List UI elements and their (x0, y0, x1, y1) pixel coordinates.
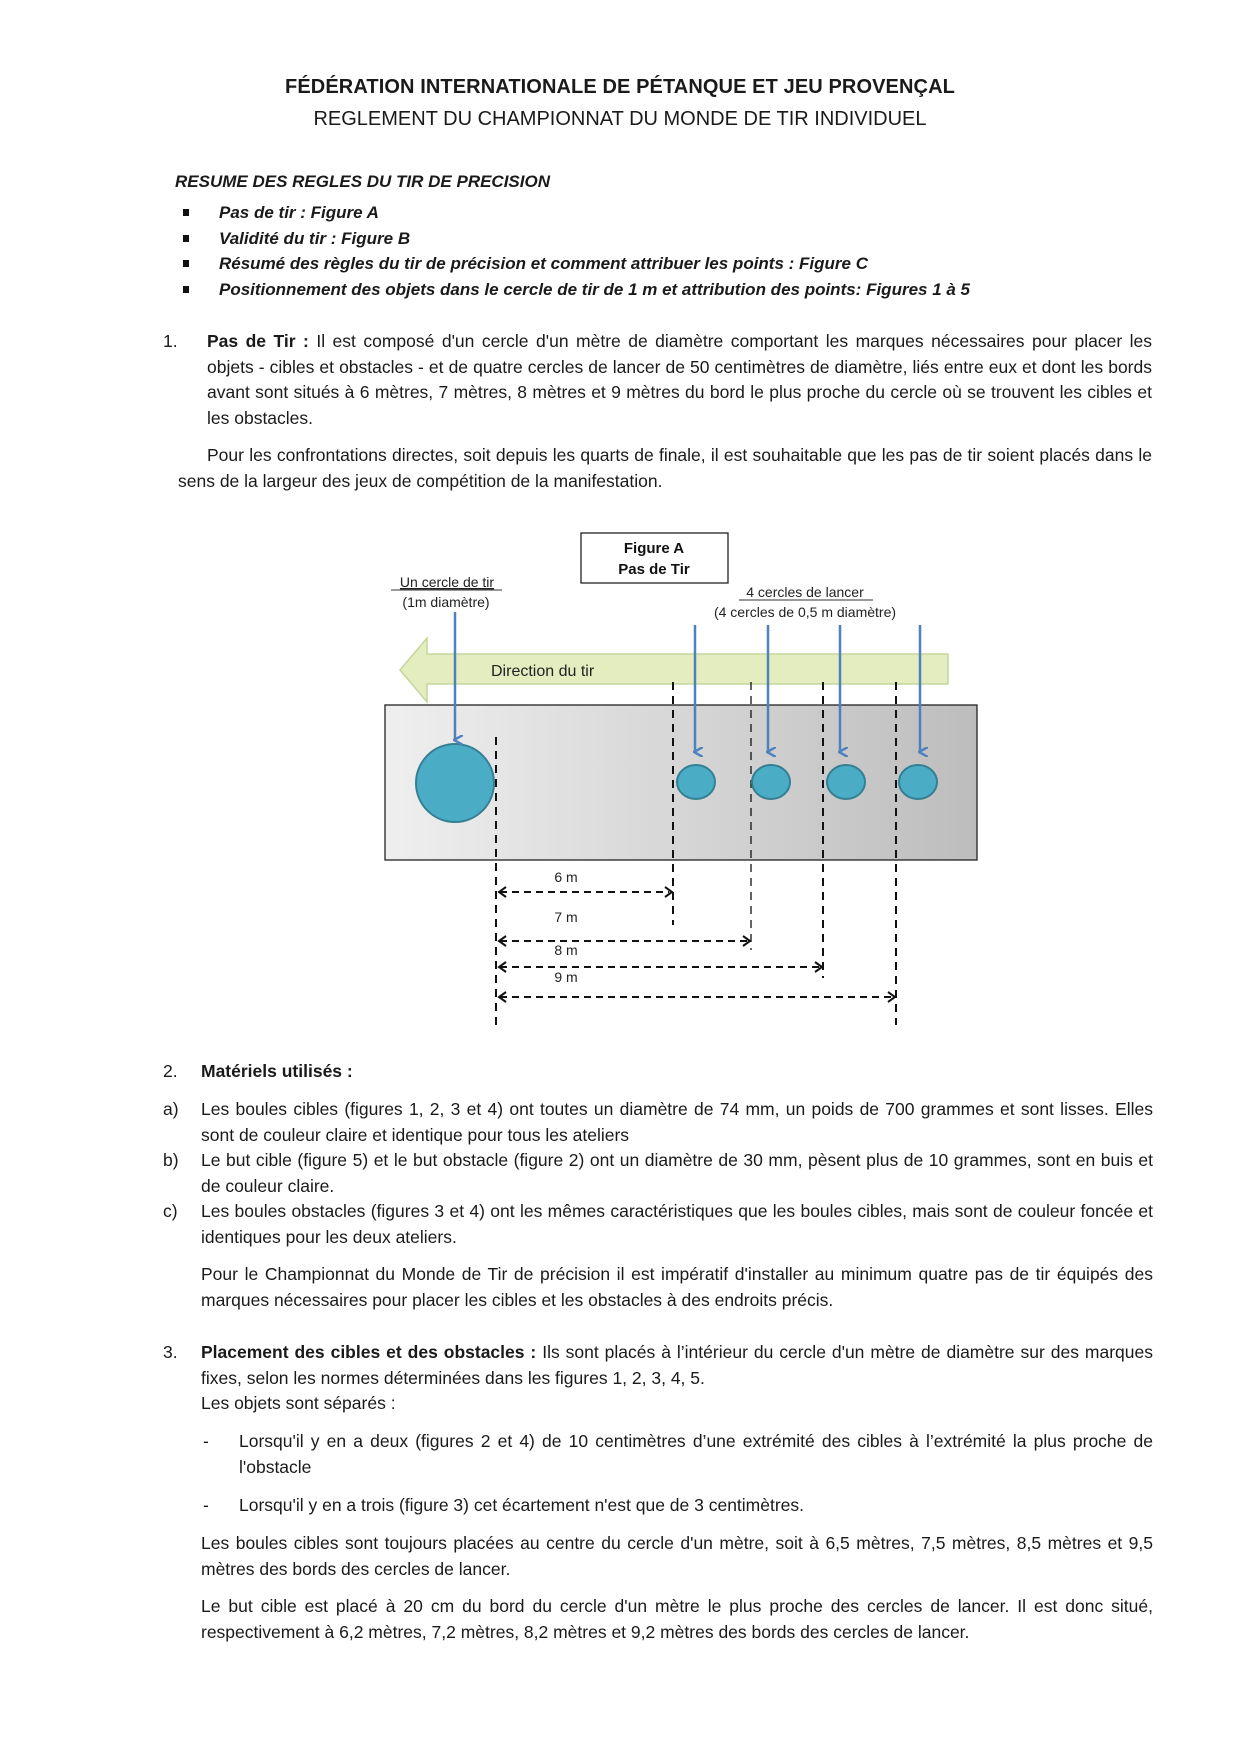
distance-label: 9 m (554, 969, 578, 985)
section-3-title: Placement des cibles et des obstacles : (201, 1342, 537, 1362)
section-2-title: Matériels utilisés : (201, 1061, 353, 1081)
section-2-number: 2. (163, 1061, 178, 1081)
section-3-paragraph-jack: Le but cible est placé à 20 cm du bord du cercle d'un mètre le plus proche des cercles de lancer. Il est donc situé, respectivement à 6,2 mètres, 7,2 mètres, 8,2 mètres et 9,2 mètres des bords des cercles de lancer. (201, 1596, 1153, 1642)
distance-label: 7 m (554, 909, 578, 925)
materials-item: Les boules cibles (figures 1, 2, 3 et 4) ont toutes un diamètre de 74 mm, un poids de 700 grammes et sont lisses. Elles sont de couleur claire et identique pour tous les ateliers (201, 1099, 1153, 1145)
item-label: b) (163, 1150, 179, 1170)
shooting-circle (416, 744, 494, 822)
section-1-text: Il est composé d'un cercle d'un mètre de diamètre comportant les marques nécessaires pour placer les objets - cibles et obstacles - et de quatre cercles de lancer de 50 centimètres de diamètre, liés entre eux et dont les bords avant sont situés à 6 mètres, 7 mètres, 8 mètres et 9 mètres du bord le plus proche du cercle où se trouvent les cibles et les obstacles. (207, 331, 1152, 428)
summary-item-text: Pas de tir : Figure A (219, 203, 379, 222)
dash-marker: - (203, 1431, 209, 1451)
throwing-circle (752, 765, 790, 799)
figure-title-line1: Figure A (623, 540, 685, 557)
throwing-circles-label: 4 cercles de lancer (746, 584, 864, 600)
direction-label: Direction du tir (491, 663, 595, 680)
section-1-title: Pas de Tir : (207, 331, 309, 351)
document-title: FÉDÉRATION INTERNATIONALE DE PÉTANQUE ET JEU PROVENÇAL (285, 76, 955, 98)
direction-arrow-icon (400, 638, 948, 702)
summary-item-text: Résumé des règles du tir de précision et comment attribuer les points : Figure C (219, 254, 868, 273)
throwing-circle (899, 765, 937, 799)
item-label: c) (163, 1201, 178, 1221)
throwing-circles-sublabel: (4 cercles de 0,5 m diamètre) (713, 604, 897, 620)
materials-item: Le but cible (figure 5) et le but obstacle (figure 2) ont un diamètre de 30 mm, pèsent plus de 10 grammes, sont en buis et de couleur claire. (201, 1150, 1153, 1196)
distance-label: 8 m (554, 942, 578, 958)
throwing-circle (677, 765, 715, 799)
document-subtitle: REGLEMENT DU CHAMPIONNAT DU MONDE DE TIR INDIVIDUEL (313, 108, 927, 130)
summary-item-text: Positionnement des objets dans le cercle de tir de 1 m et attribution des points: Figures 1 à 5 (219, 279, 971, 299)
section-1-number: 1. (163, 331, 178, 351)
figure-title-line2: Pas de Tir (618, 561, 690, 578)
section-1-paragraph-2: Pour les confrontations directes, soit depuis les quarts de finale, il est souhaitable que les pas de tir soient placés dans le sens de la largeur des jeux de compétition de la manifestation. (178, 445, 1152, 491)
item-label: a) (163, 1099, 179, 1119)
section-3-paragraph (201, 1340, 1153, 1391)
throwing-circle (827, 765, 865, 799)
section-2-paragraph: Pour le Championnat du Monde de Tir de précision il est impératif d'installer au minimum quatre pas de tir équipés des marques nécessaires pour placer les cibles et les obstacles à des endroits précis. (201, 1264, 1153, 1310)
summary-item-text: Validité du tir : Figure B (219, 228, 411, 248)
materials-item: Les boules obstacles (figures 3 et 4) ont les mêmes caractéristiques que les boules cibles, mais sont de couleur foncée et identiques pour les deux ateliers. (201, 1201, 1153, 1247)
shooting-circle-sublabel: (1m diamètre) (402, 594, 490, 610)
section-3-paragraph-targets: Les boules cibles sont toujours placées au centre du cercle d'un mètre, soit à 6,5 mètres, 7,5 mètres, 8,5 mètres et 9,5 mètres des bords des cercles de lancer. (201, 1533, 1153, 1579)
dash-item: Lorsqu'il y en a trois (figure 3) cet écartement n'est que de 3 centimètres. (239, 1495, 805, 1515)
dash-marker: - (203, 1495, 209, 1515)
shooting-circle-label: Un cercle de tir (399, 574, 495, 590)
section-3-text: Ils sont placés à l’intérieur du cercle d'un mètre de diamètre sur des marques fixes, selon les normes déterminées dans les figures 1, 2, 3, 4, 5. (201, 1342, 1153, 1388)
section-3-number: 3. (163, 1342, 178, 1362)
distance-label: 6 m (554, 869, 578, 885)
section-3-line2: Les objets sont séparés : (201, 1393, 396, 1413)
dash-item: Lorsqu'il y en a deux (figures 2 et 4) de 10 centimètres d’une extrémité des cibles à l’extrémité la plus proche de l'obstacle (239, 1431, 1153, 1477)
summary-heading: RESUME DES REGLES DU TIR DE PRECISION (175, 172, 550, 191)
